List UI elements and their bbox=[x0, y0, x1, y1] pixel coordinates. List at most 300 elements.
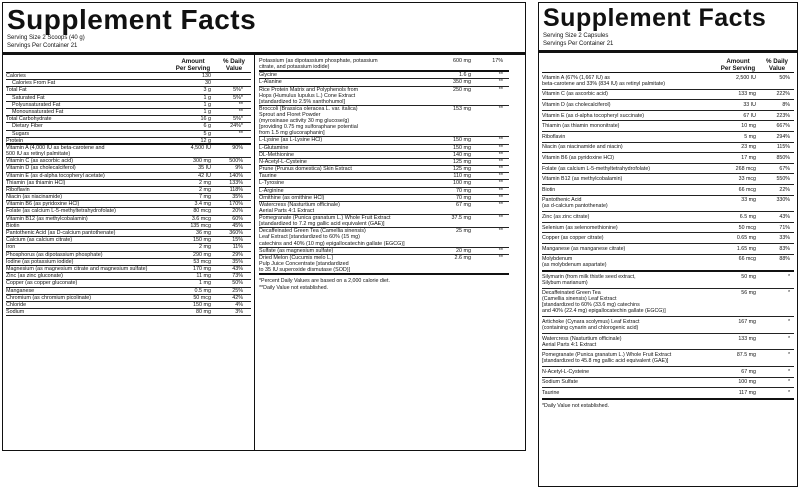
nutrient-amount: 3 g bbox=[203, 87, 211, 94]
table-header bbox=[542, 58, 794, 73]
nutrient-daily-value: 50% bbox=[232, 280, 243, 287]
nutrient-row bbox=[6, 288, 251, 295]
nutrient-amount: 140 mg bbox=[453, 151, 471, 158]
nutrient-daily-value: ** bbox=[238, 101, 243, 108]
nutrient-row bbox=[542, 185, 794, 196]
nutrient-amount: 130 bbox=[202, 73, 211, 79]
nutrient-name: Biotin bbox=[6, 222, 20, 229]
nutrient-name: L-Tyrosine bbox=[259, 180, 285, 187]
nutrient-amount: 2 mg bbox=[199, 186, 211, 193]
nutrient-daily-value: 115% bbox=[776, 144, 790, 151]
nutrient-row bbox=[6, 302, 251, 309]
nutrient-row bbox=[542, 100, 794, 111]
nutrient-name: Pomegranate (Punica granatum L.) Whole Fruit Extract [standardized to 7.2 mg gallic acid equivalent (GAE)] bbox=[259, 215, 391, 228]
nutrient-name: Calories bbox=[6, 73, 26, 79]
nutrient-name: Prune (Prunus domestica) Skin Extract bbox=[259, 166, 352, 173]
nutrient-name: Riboflavin bbox=[542, 133, 566, 140]
nutrient-name: Vitamin C (as ascorbic acid) bbox=[6, 158, 74, 165]
nutrient-daily-value: ** bbox=[498, 228, 503, 235]
nutrient-row bbox=[6, 123, 251, 130]
nutrient-daily-value: ** bbox=[498, 194, 503, 201]
nutrient-name: Glycine bbox=[259, 72, 277, 79]
nutrient-row bbox=[6, 180, 251, 187]
nutrient-name: Niacin (as niacinamide and niacin) bbox=[542, 144, 623, 151]
nutrient-daily-value: 8% bbox=[782, 101, 790, 108]
nutrient-amount: 4,500 IU bbox=[190, 144, 211, 151]
nutrient-daily-value: ** bbox=[498, 180, 503, 187]
nutrient-name: Vitamin B6 (as pyridoxine HCl) bbox=[542, 154, 615, 161]
nutrient-daily-value: 500% bbox=[229, 158, 243, 165]
nutrient-name: Taurine bbox=[542, 390, 560, 397]
nutrient-row bbox=[542, 121, 794, 132]
nutrient-amount: 50 mg bbox=[741, 273, 756, 280]
nutrient-amount: 20 mg bbox=[456, 247, 471, 254]
nutrient-daily-value: 3% bbox=[235, 309, 243, 316]
nutrient-amount: 33 mg bbox=[741, 197, 756, 204]
nutrient-name: Decaffeinated Green Tea (Camellia sinensis) Leaf Extract [standardized to 60% (15 mg) catechins and 40% (10 mg) epigallocatechin gallate (EGCG)] bbox=[259, 228, 405, 247]
nutrient-name: Saturated Fat bbox=[12, 94, 45, 101]
serving-size: Serving Size 2 Capsules bbox=[543, 33, 609, 39]
nutrient-name: Vitamin E (as d-alpha tocopheryl succinate) bbox=[542, 112, 645, 119]
nutrient-amount: 3.4 mg bbox=[194, 201, 211, 208]
nutrient-name: Dried Melon (Cucumis melo L.) Pulp Juice Concentrate [standardized to 35 IU superoxide dismutase (SOD)] bbox=[259, 254, 351, 274]
nutrient-row bbox=[542, 272, 794, 289]
nutrient-amount: 10 mg bbox=[741, 123, 756, 130]
nutrient-amount: 2 mg bbox=[199, 179, 211, 186]
nutrient-row bbox=[6, 87, 251, 94]
table-rows bbox=[6, 73, 251, 316]
footnote: *Daily Value not established. bbox=[542, 402, 610, 409]
nutrient-name: Rice Protein Matrix and Polyphenols from Hops (Humulus lupulus L.) Cone Extract [standardized to 2.5% xanthohumol] bbox=[259, 86, 359, 105]
nutrient-amount: 0.65 mg bbox=[736, 235, 756, 242]
nutrient-row bbox=[259, 152, 509, 159]
nutrient-daily-value: 133% bbox=[229, 179, 243, 186]
nutrient-amount: 0.5 mg bbox=[194, 287, 211, 294]
nutrient-row bbox=[542, 233, 794, 244]
nutrient-row bbox=[259, 195, 509, 202]
nutrient-name: Thiamin (as thiamin HCl) bbox=[6, 179, 66, 186]
nutrient-amount: 33 mcg bbox=[738, 176, 756, 183]
nutrient-amount: 33 IU bbox=[743, 101, 756, 108]
heavy-rule bbox=[539, 50, 797, 53]
nutrient-amount: 133 mg bbox=[738, 335, 756, 342]
header-name bbox=[542, 58, 716, 72]
nutrient-daily-value: 222% bbox=[776, 91, 790, 98]
nutrient-daily-value: 24%* bbox=[230, 123, 243, 130]
nutrient-row bbox=[259, 159, 509, 166]
nutrient-row bbox=[259, 248, 509, 255]
nutrient-daily-value: ** bbox=[498, 158, 503, 165]
header-amount: Amount Per Serving bbox=[175, 58, 211, 72]
nutrient-daily-value: 35% bbox=[232, 258, 243, 265]
nutrient-name: Total Carbohydrate bbox=[6, 116, 52, 123]
nutrient-row bbox=[259, 215, 509, 228]
nutrient-amount: 50 mcg bbox=[738, 224, 756, 231]
nutrient-name: Zinc (as zinc citrate) bbox=[542, 213, 590, 220]
nutrient-row bbox=[6, 73, 251, 80]
nutrient-name: Pomegranate (Punica granatum L.) Whole Fruit Extract [standardized to 45.8 mg gallic acid equivalent (GAE)] bbox=[542, 352, 672, 365]
nutrient-name: Silymarin (from milk thistle seed extract, Silybum marianum) bbox=[542, 273, 636, 286]
nutrient-name: Dietary Fiber bbox=[12, 123, 43, 130]
supplement-facts-panel-capsules bbox=[538, 2, 798, 487]
heavy-rule bbox=[3, 52, 525, 55]
nutrient-daily-value: 330% bbox=[776, 197, 790, 204]
nutrient-name: Selenium (as selenomethionine) bbox=[542, 224, 618, 231]
nutrient-amount: 6.5 mg bbox=[739, 213, 756, 220]
nutrient-daily-value: ** bbox=[498, 202, 503, 208]
nutrient-row bbox=[6, 95, 251, 102]
nutrient-daily-value: 20% bbox=[232, 208, 243, 215]
nutrient-amount: 11 mg bbox=[196, 273, 211, 280]
panel-title: Supplement Facts bbox=[7, 4, 257, 35]
nutrient-name: Vitamin C (as ascorbic acid) bbox=[542, 91, 608, 98]
nutrient-amount: 80 mg bbox=[196, 309, 211, 316]
nutrient-daily-value: 60% bbox=[232, 215, 243, 222]
nutrient-row bbox=[542, 317, 794, 334]
nutrient-amount: 87.5 mg bbox=[736, 352, 756, 359]
nutrient-daily-value: 360% bbox=[229, 230, 243, 237]
nutrient-daily-value: 223% bbox=[776, 112, 790, 119]
nutrient-daily-value: * bbox=[787, 273, 790, 280]
nutrient-name: Thiamin (as thiamin mononitrate) bbox=[542, 123, 620, 130]
nutrient-amount: 110 mg bbox=[453, 173, 471, 180]
nutrient-row bbox=[259, 228, 509, 247]
nutrient-daily-value: 11% bbox=[232, 244, 243, 251]
nutrient-row bbox=[6, 309, 251, 316]
nutrient-name: Pantothenic Acid (as D-calcium pantothenate) bbox=[6, 230, 116, 237]
nutrient-amount: 80 mcg bbox=[193, 208, 211, 215]
nutrient-amount: 150 mg bbox=[193, 301, 211, 308]
nutrient-amount: 56 mg bbox=[741, 290, 756, 297]
nutrient-row bbox=[542, 164, 794, 175]
nutrient-name: Vitamin B12 (as methylcobalamin) bbox=[542, 176, 623, 183]
nutrient-row bbox=[6, 259, 251, 266]
nutrient-name: Biotin bbox=[542, 186, 556, 193]
nutrient-row bbox=[542, 223, 794, 234]
nutrient-name: Polyunsaturated Fat bbox=[12, 101, 61, 108]
nutrient-amount: 16 g bbox=[200, 116, 211, 123]
nutrient-row bbox=[6, 244, 251, 251]
nutrient-amount: 67 IU bbox=[743, 112, 756, 119]
nutrient-amount: 125 mg bbox=[453, 158, 471, 165]
nutrient-daily-value: ** bbox=[498, 79, 503, 86]
nutrient-name: Vitamin D (as cholecalciferol) bbox=[6, 165, 76, 172]
nutrient-name: Watercress (Nasturtium officinale) Aerial Parts 4:1 Extract bbox=[259, 202, 340, 215]
nutrient-row bbox=[6, 187, 251, 194]
nutrient-daily-value: ** bbox=[498, 187, 503, 194]
nutrient-amount: 67 mg bbox=[741, 368, 756, 375]
nutrient-name: L-Glutamine bbox=[259, 144, 289, 151]
nutrient-name: Vitamin A (67% (1,667 IU) as beta-carotene and 33% (834 IU) as retinyl palmitate) bbox=[542, 74, 666, 87]
nutrient-row bbox=[6, 295, 251, 302]
nutrient-name: N-Acetyl-L-Cysteine bbox=[259, 158, 307, 165]
nutrient-daily-value: 17% bbox=[492, 58, 503, 64]
nutrient-name: Vitamin B6 (as pyridoxine HCl) bbox=[6, 201, 80, 208]
nutrient-daily-value: ** bbox=[238, 108, 243, 115]
nutrient-daily-value: 850% bbox=[776, 154, 790, 161]
nutrient-daily-value: ** bbox=[498, 173, 503, 180]
nutrient-row bbox=[542, 367, 794, 378]
nutrient-daily-value: ** bbox=[498, 215, 503, 222]
nutrient-amount: 350 mg bbox=[453, 79, 471, 86]
nutrient-row bbox=[542, 334, 794, 351]
nutrient-name: Decaffeinated Green Tea (Camellia sinensis) Leaf Extract [standardized to 60% (33.6 mg) catechins and 40% (22.4 mg) epigallocatechin gallate (EGCG)] bbox=[542, 290, 666, 315]
nutrient-name: Broccoli (Brassica oleracea L. var. italica) Sprout and Floret Powder (myrosinase activity 30 mg glucose/g) [providing 0.75 mg sulforaphane potential from 1.5 mg glucoraphanin] bbox=[259, 105, 358, 137]
nutrient-amount: 250 mg bbox=[453, 86, 471, 93]
nutrient-daily-value: ** bbox=[498, 247, 503, 254]
nutrient-name: Iron bbox=[6, 244, 16, 251]
nutrient-name: Pantothenic Acid (as d-calcium pantothenate) bbox=[542, 197, 608, 210]
nutrient-name: Iodine (as potassium iodide) bbox=[6, 258, 74, 265]
nutrient-name: Total Fat bbox=[6, 87, 27, 94]
nutrient-name: Vitamin E (as d-alpha tocopheryl acetate) bbox=[6, 172, 105, 179]
header-amount: Amount Per Serving bbox=[720, 58, 756, 72]
nutrient-row bbox=[542, 255, 794, 273]
servings-per-container: Servings Per Container 21 bbox=[7, 43, 78, 49]
footnote: *Percent Daily Values are based on a 2,000 calorie diet. **Daily Value not established. bbox=[259, 278, 390, 291]
nutrient-row bbox=[542, 153, 794, 164]
nutrient-row bbox=[259, 166, 509, 173]
serving-info bbox=[543, 32, 613, 48]
nutrient-daily-value: 90% bbox=[232, 144, 243, 151]
nutrient-row bbox=[259, 145, 509, 152]
nutrient-daily-value: 43% bbox=[779, 213, 790, 220]
column-divider bbox=[254, 55, 255, 450]
nutrient-row bbox=[259, 79, 509, 86]
nutrient-name: Vitamin B12 (as methylcobalamin) bbox=[6, 215, 88, 222]
nutrient-name: Chloride bbox=[6, 301, 27, 308]
nutrient-amount: 1 g bbox=[203, 101, 211, 108]
nutrient-daily-value: 5%* bbox=[233, 116, 243, 123]
nutrient-row bbox=[542, 196, 794, 213]
nutrient-daily-value: ** bbox=[498, 166, 503, 173]
nutrient-amount: 150 mg bbox=[453, 137, 471, 144]
nutrient-amount: 53 mcg bbox=[193, 258, 211, 265]
nutrient-daily-value: 67% bbox=[779, 165, 790, 172]
nutrient-row bbox=[542, 90, 794, 101]
nutrient-amount: 17 mg bbox=[741, 154, 756, 161]
nutrient-name: Manganese bbox=[6, 287, 35, 294]
nutrient-daily-value: ** bbox=[498, 254, 503, 261]
nutrient-table-column-1 bbox=[6, 58, 251, 316]
nutrient-amount: 1.65 mg bbox=[736, 245, 756, 252]
nutrient-daily-value: ** bbox=[498, 137, 503, 144]
nutrient-daily-value: 73% bbox=[232, 273, 243, 280]
nutrient-daily-value: * bbox=[787, 335, 790, 342]
nutrient-row bbox=[6, 230, 251, 237]
nutrient-row bbox=[6, 252, 251, 259]
nutrient-table bbox=[542, 58, 794, 409]
nutrient-name: Phosphorus (as dipotassium phosphate) bbox=[6, 251, 103, 258]
nutrient-daily-value: * bbox=[787, 319, 790, 326]
nutrient-amount: 70 mg bbox=[456, 194, 471, 201]
nutrient-daily-value: 35% bbox=[232, 194, 243, 201]
nutrient-daily-value: 5%* bbox=[233, 87, 243, 94]
nutrient-daily-value: 15% bbox=[232, 237, 243, 244]
nutrient-amount: 600 mg bbox=[453, 58, 471, 64]
nutrient-row bbox=[259, 202, 509, 215]
nutrient-amount: 37.5 mg bbox=[451, 215, 471, 222]
nutrient-name: Magnesium (as magnesium citrate and magnesium sulfate) bbox=[6, 265, 148, 272]
nutrient-row bbox=[6, 158, 251, 165]
nutrient-amount: 1 mg bbox=[199, 280, 211, 287]
nutrient-amount: 35 IU bbox=[198, 165, 211, 172]
nutrient-name: Ornithine (as ornithine HCl) bbox=[259, 194, 325, 201]
nutrient-amount: 135 mcg bbox=[190, 222, 211, 229]
nutrient-daily-value: 42% bbox=[232, 294, 243, 301]
nutrient-row bbox=[542, 143, 794, 154]
nutrient-amount: 36 mg bbox=[196, 230, 211, 237]
nutrient-row bbox=[6, 223, 251, 230]
table-header bbox=[6, 58, 251, 73]
nutrient-row bbox=[6, 280, 251, 287]
nutrient-row bbox=[6, 266, 251, 273]
nutrient-daily-value: * bbox=[787, 352, 790, 359]
nutrient-name: Folate (as calcium L-5-methyltetrahydrofolate) bbox=[6, 208, 116, 215]
nutrient-name: Manganese (as manganese citrate) bbox=[542, 245, 626, 252]
nutrient-amount: 30 bbox=[205, 80, 211, 87]
nutrient-row bbox=[6, 102, 251, 109]
table-rows bbox=[259, 58, 509, 275]
nutrient-name: Calcium (as calcium citrate) bbox=[6, 237, 73, 244]
nutrient-amount: 1 g bbox=[203, 108, 211, 115]
nutrient-row bbox=[6, 109, 251, 116]
nutrient-daily-value: * bbox=[787, 390, 790, 397]
nutrient-name: Vitamin D (as cholecalciferol) bbox=[542, 101, 611, 108]
nutrient-amount: 23 mg bbox=[741, 144, 756, 151]
nutrient-row bbox=[542, 212, 794, 223]
nutrient-row bbox=[542, 350, 794, 367]
nutrient-name: Niacin (as niacinamide) bbox=[6, 194, 63, 201]
nutrient-row bbox=[6, 216, 251, 223]
nutrient-amount: 50 mcg bbox=[193, 294, 211, 301]
nutrient-name: Artichoke (Cynara scolymus) Leaf Extract (containing cynarin and chlorogenic acid) bbox=[542, 319, 640, 332]
nutrient-amount: 12 g bbox=[200, 137, 211, 144]
nutrient-amount: 100 mg bbox=[453, 180, 471, 187]
nutrient-row bbox=[542, 244, 794, 255]
nutrient-amount: 5 mg bbox=[744, 133, 756, 140]
nutrient-row bbox=[6, 138, 251, 145]
nutrient-daily-value: 43% bbox=[232, 265, 243, 272]
nutrient-daily-value: ** bbox=[498, 151, 503, 158]
nutrient-daily-value: 118% bbox=[229, 186, 243, 193]
nutrient-daily-value: 45% bbox=[232, 222, 243, 229]
nutrient-daily-value: 9% bbox=[235, 165, 243, 172]
supplement-facts-panel-powder bbox=[2, 2, 526, 451]
nutrient-amount: 5 g bbox=[203, 130, 211, 137]
nutrient-row bbox=[259, 173, 509, 180]
header-daily-value: % Daily Value bbox=[765, 58, 788, 72]
nutrient-name: Copper (as copper gluconate) bbox=[6, 280, 78, 287]
nutrient-row bbox=[6, 208, 251, 215]
nutrient-amount: 133 mg bbox=[738, 91, 756, 98]
nutrient-daily-value: ** bbox=[498, 144, 503, 151]
nutrient-daily-value: ** bbox=[498, 86, 503, 93]
nutrient-amount: 153 mg bbox=[453, 105, 471, 112]
nutrient-row bbox=[259, 72, 509, 79]
nutrient-name: L-Lysine (as L-Lysine HCl) bbox=[259, 137, 323, 144]
nutrient-name: Watercress (Nasturtium officinale) Aerial Parts 4:1 Extract bbox=[542, 335, 622, 348]
nutrient-amount: 2 mg bbox=[199, 244, 211, 251]
nutrient-daily-value: * bbox=[787, 368, 790, 375]
nutrient-daily-value: ** bbox=[498, 72, 503, 79]
nutrient-amount: 268 mcg bbox=[735, 165, 756, 172]
panel-title: Supplement Facts bbox=[543, 4, 767, 32]
nutrient-row bbox=[542, 174, 794, 185]
nutrient-name: Chromium (as chromium picolinate) bbox=[6, 294, 92, 301]
nutrient-row bbox=[6, 201, 251, 208]
nutrient-name: DL-Methionine bbox=[259, 151, 295, 158]
nutrient-daily-value: * bbox=[787, 379, 790, 386]
nutrient-name: Sodium Sulfate bbox=[542, 379, 578, 386]
servings-per-container: Servings Per Container 21 bbox=[543, 41, 614, 47]
nutrient-name: Taurine bbox=[259, 173, 277, 180]
nutrient-row bbox=[259, 255, 509, 275]
nutrient-amount: 1 g bbox=[203, 94, 211, 101]
serving-info bbox=[7, 34, 85, 50]
nutrient-row bbox=[259, 180, 509, 187]
nutrient-amount: 7 mg bbox=[199, 194, 211, 201]
nutrient-amount: 150 mg bbox=[193, 237, 211, 244]
nutrient-amount: 290 mg bbox=[193, 251, 211, 258]
nutrient-row bbox=[6, 173, 251, 180]
nutrient-name: Potassium (as dipotassium phosphate, potassium citrate, and potassium iodide) bbox=[259, 58, 378, 71]
nutrient-name: L-Alanine bbox=[259, 79, 282, 86]
nutrient-name: Sulfate (as magnesium sulfate) bbox=[259, 247, 334, 254]
nutrient-amount: 66 mcg bbox=[738, 186, 756, 193]
nutrient-row bbox=[6, 145, 251, 158]
nutrient-daily-value: 4% bbox=[235, 301, 243, 308]
nutrient-row bbox=[6, 131, 251, 138]
nutrient-daily-value: 294% bbox=[776, 133, 790, 140]
nutrient-row bbox=[259, 58, 509, 72]
nutrient-daily-value: 83% bbox=[779, 245, 790, 252]
nutrient-row bbox=[6, 80, 251, 87]
nutrient-amount: 150 mg bbox=[453, 144, 471, 151]
nutrient-amount: 300 mg bbox=[193, 158, 211, 165]
nutrient-amount: 42 IU bbox=[198, 172, 211, 179]
nutrient-row bbox=[259, 188, 509, 195]
nutrient-row bbox=[542, 132, 794, 143]
nutrient-row bbox=[6, 237, 251, 244]
nutrient-name: Riboflavin bbox=[6, 186, 30, 193]
nutrient-daily-value: 22% bbox=[779, 186, 790, 193]
nutrient-row bbox=[6, 165, 251, 172]
nutrient-amount: 70 mg bbox=[456, 187, 471, 194]
nutrient-daily-value: 50% bbox=[779, 74, 790, 81]
nutrient-row bbox=[542, 73, 794, 90]
nutrient-row bbox=[6, 273, 251, 280]
nutrient-amount: 6 g bbox=[203, 123, 211, 130]
nutrient-daily-value: 140% bbox=[229, 172, 243, 179]
nutrient-amount: 2.6 mg bbox=[454, 254, 471, 261]
nutrient-daily-value: 33% bbox=[779, 235, 790, 242]
nutrient-row bbox=[259, 87, 509, 106]
nutrient-daily-value: * bbox=[787, 290, 790, 297]
nutrient-amount: 67 mg bbox=[456, 202, 471, 208]
nutrient-row bbox=[6, 194, 251, 201]
nutrient-daily-value: 71% bbox=[779, 224, 790, 231]
nutrient-name: Zinc (as zinc gluconate) bbox=[6, 273, 63, 280]
nutrient-name: Monounsaturated Fat bbox=[12, 108, 64, 115]
nutrient-daily-value: ** bbox=[238, 130, 243, 137]
nutrient-daily-value: 170% bbox=[229, 201, 243, 208]
nutrient-daily-value: 29% bbox=[232, 251, 243, 258]
nutrient-row bbox=[542, 378, 794, 389]
nutrient-table-column-2 bbox=[259, 58, 509, 291]
nutrient-amount: 1.6 g bbox=[459, 72, 471, 79]
nutrient-daily-value: 25% bbox=[232, 287, 243, 294]
